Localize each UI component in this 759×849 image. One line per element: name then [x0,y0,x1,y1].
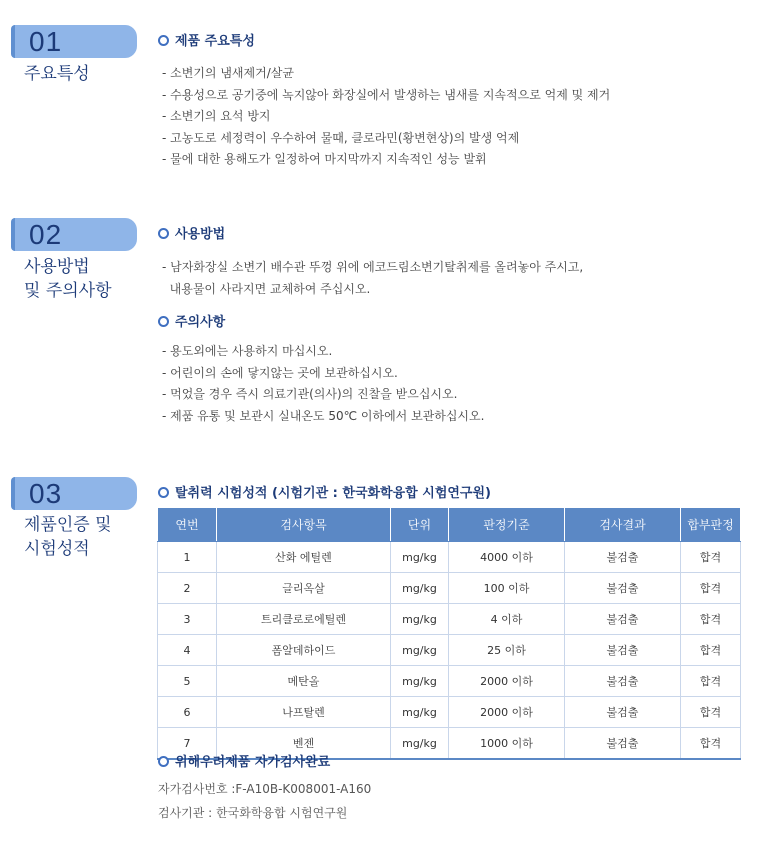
section-title-line: 및 주의사항 [24,281,112,301]
column-header: 판정기준 [449,508,565,542]
table-cell: 산화 에틸렌 [217,542,391,573]
table-cell: 불검출 [565,542,681,573]
selfcheck-heading [158,754,330,772]
circle-bullet-icon [158,487,169,498]
section-title-line: 주요특성 [24,64,90,84]
column-header: 합부판정 [681,508,741,542]
heading-text: 제품 주요특성 [175,34,255,49]
table-cell: mg/kg [391,635,449,666]
table-cell: 5 [158,666,217,697]
table-cell: 합격 [681,604,741,635]
section-number: 03 [29,478,63,509]
heading-text: 사용방법 [175,227,226,242]
heading-text: 위해우려제품 자가검사완료 [175,755,331,770]
usage-list [162,257,583,300]
section-title [24,513,112,561]
table-cell: 3 [158,604,217,635]
table-cell: mg/kg [391,542,449,573]
table-cell: 4 [158,635,217,666]
table-row [158,666,741,697]
circle-bullet-icon [158,316,169,327]
test-results-table [157,507,741,760]
table-cell: 1000 이하 [449,728,565,760]
table-cell: mg/kg [391,573,449,604]
caution-list [162,341,484,427]
table-cell: 7 [158,728,217,760]
column-header: 검사항목 [217,508,391,542]
list-item: - 물에 대한 용해도가 일정하여 마지막까지 지속적인 성능 발휘 [162,152,487,166]
list-item: - 용도외에는 사용하지 마십시오. [162,344,333,358]
table-cell: 불검출 [565,728,681,760]
list-item: - 수용성으로 공기중에 녹지않아 화장실에서 발생하는 냄새를 지속적으로 억제 및 제거 [162,87,611,102]
section-badge-02 [11,218,137,251]
table-cell: 글리옥살 [217,573,391,604]
table-cell: mg/kg [391,728,449,760]
section-title-line: 시험성적 [24,539,90,559]
table-cell: 4 이하 [449,604,565,635]
circle-bullet-icon [158,756,169,767]
table-cell: 2 [158,573,217,604]
table-cell: 1 [158,542,217,573]
section-title-line: 제품인증 및 [24,515,112,535]
section-badge-03 [11,477,137,510]
list-item: - 소변기의 냄새제거/살균 [162,66,294,80]
table-body [158,542,741,760]
table-cell: 벤젠 [217,728,391,760]
test-results-heading [158,485,491,503]
table-cell: 불검출 [565,666,681,697]
table-cell: mg/kg [391,666,449,697]
table-cell: 100 이하 [449,573,565,604]
table-cell: 메탄올 [217,666,391,697]
caution-heading [158,314,225,332]
table-cell: 나프탈렌 [217,697,391,728]
list-item: 내용물이 사라지면 교체하여 주십시오. [162,281,371,296]
features-list [162,63,610,171]
table-row [158,542,741,573]
section-title-line: 사용방법 [24,257,90,277]
circle-bullet-icon [158,35,169,46]
selfcheck-org: 검사기관 : 한국화학융합 시험연구원 [158,806,348,820]
heading-text: 탈취력 시험성적 (시험기관 : 한국화학융합 시험연구원) [175,486,491,501]
table-cell: 6 [158,697,217,728]
heading-text: 주의사항 [175,315,226,330]
usage-heading [158,226,225,244]
table-cell: 불검출 [565,604,681,635]
table-header-row [158,508,741,542]
table-row [158,697,741,728]
table-cell: 합격 [681,697,741,728]
table-cell: 합격 [681,635,741,666]
table-cell: 트리클로로에틸렌 [217,604,391,635]
section-number: 01 [29,26,63,57]
list-item: - 어린이의 손에 닿지않는 곳에 보관하십시오. [162,365,398,380]
table-cell: 폼알데하이드 [217,635,391,666]
list-item: - 남자화장실 소변기 배수관 뚜껑 위에 에코드림소변기탈취제를 올려놓아 주시고, [162,260,584,274]
table-row [158,573,741,604]
table-cell: 25 이하 [449,635,565,666]
table-row [158,635,741,666]
section-title [24,255,112,303]
features-heading [158,33,255,51]
section-title [24,62,90,86]
column-header: 검사결과 [565,508,681,542]
table-cell: 합격 [681,666,741,697]
list-item: - 고농도로 세정력이 우수하여 물때, 클로라민(황변현상)의 발생 억제 [162,130,520,145]
table-cell: 2000 이하 [449,666,565,697]
section-badge-01 [11,25,137,58]
table-cell: mg/kg [391,604,449,635]
section-number: 02 [29,219,63,250]
table-cell: 2000 이하 [449,697,565,728]
table-cell: 합격 [681,728,741,760]
list-item: - 먹었을 경우 즉시 의료기관(의사)의 진찰을 받으십시오. [162,387,458,401]
table-cell: 불검출 [565,697,681,728]
column-header: 단위 [391,508,449,542]
table-row [158,604,741,635]
table-cell: mg/kg [391,697,449,728]
column-header: 연번 [158,508,217,542]
table-cell: 합격 [681,542,741,573]
table-cell: 합격 [681,573,741,604]
circle-bullet-icon [158,228,169,239]
selfcheck-number: 자가검사번호 :F-A10B-K008001-A160 [158,782,372,796]
table-cell: 불검출 [565,573,681,604]
table-cell: 4000 이하 [449,542,565,573]
list-item: - 소변기의 요석 방지 [162,109,271,123]
table-cell: 불검출 [565,635,681,666]
list-item: - 제품 유통 및 보관시 실내온도 50℃ 이하에서 보관하십시오. [162,408,485,423]
